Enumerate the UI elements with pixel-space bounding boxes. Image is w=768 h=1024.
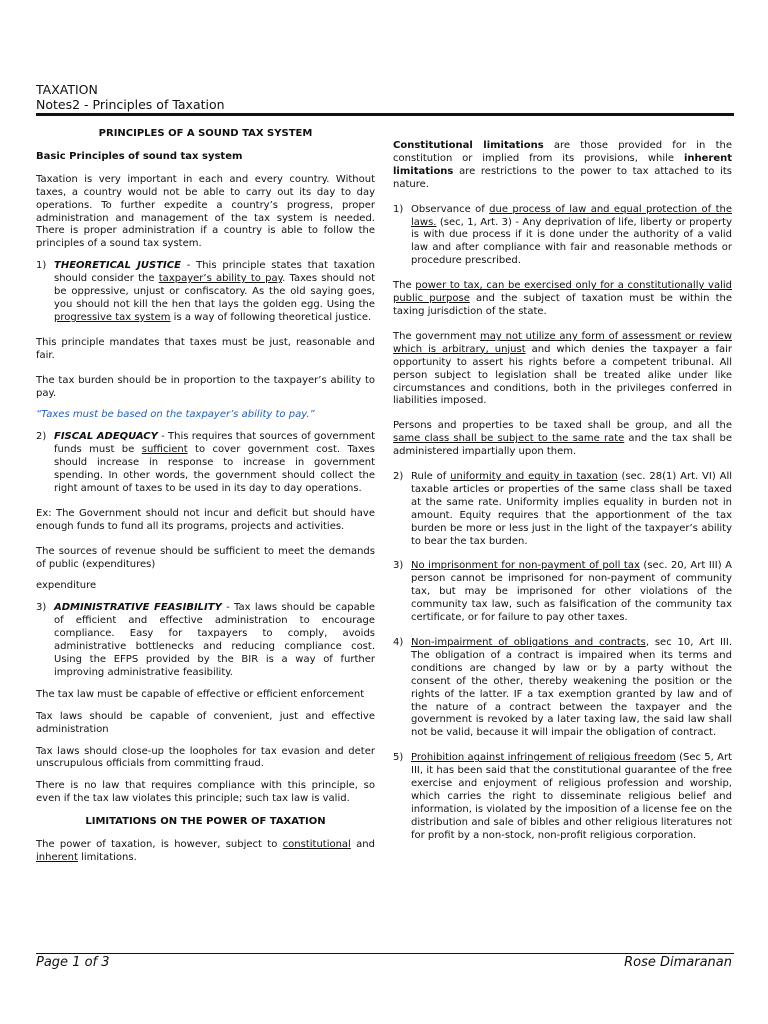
principle-administrative-feasibility: 3) ADMINISTRATIVE FEASIBILITY - Tax laws should be capable of efficient and effective administration to encourage compliance. Easy for taxpayers to comply, avoids administrative bottlenecks and reducing compliance cost. Using the EFPS provided by the BIR is a way of further improving administrative feasibility. bbox=[36, 602, 375, 678]
limitation-religious-freedom: 5) Prohibition against infringement of religious freedom (Sec 5, Art III, it has been said that the constitutional guarantee of the free exercise and enjoyment of religious profession and worship, which carries the right to disseminate religious belief and information, is violated by the imposition of a license fee on the distribution and sale of bibles and other religious literatures not for profit by a non-stock, non-profit religious corporation. bbox=[393, 752, 732, 841]
principle-paragraph: The tax burden should be in proportion to the taxpayer’s ability to pay. bbox=[36, 374, 375, 399]
intro-paragraph: Taxation is very important in each and every country. Without taxes, a country would not be able to carry out its day to day operations. To further expedite a country’s progress, proper administration and management of the tax system is needed. There is proper administration if a country is able to follow the principles of a sound tax system. bbox=[36, 173, 375, 250]
principle-theoretical-justice: 1) THEORETICAL JUSTICE - This principle states that taxation should consider the taxpayer’s ability to pay. Taxes should not be oppressive, unjust or confiscatory. As the old saying goes, you should not kill the hen that lays the golden egg. Using the progressive tax system is a way of following theoretical justice. bbox=[36, 260, 375, 323]
paragraph: Persons and properties to be taxed shall be group, and all the same class shall be subject to the same rate and the tax shall be administered impartially upon them. bbox=[393, 420, 732, 458]
stray-text: expenditure bbox=[36, 580, 97, 592]
principle-paragraph: This principle mandates that taxes must be just, reasonable and fair. bbox=[36, 336, 375, 361]
section-title: PRINCIPLES OF A SOUND TAX SYSTEM bbox=[98, 128, 313, 139]
footer-divider bbox=[36, 953, 734, 954]
basic-principles-title: Basic Principles of sound tax system bbox=[36, 150, 243, 162]
limitation-poll-tax: 3) No imprisonment for non-payment of poll tax (sec. 20, Art III) A person cannot be imprisoned for non-payment of community tax, but may be imprisoned for other violations of the community tax law, such as falsification of the community tax certificate, or for failure to pay other taxes. bbox=[393, 560, 732, 624]
author-name: Rose Dimaranan bbox=[624, 955, 732, 970]
header-divider bbox=[36, 113, 734, 116]
paragraph: The tax law must be capable of effective or efficient enforcement bbox=[36, 688, 365, 700]
quote: “Taxes must be based on the taxpayer’s ability to pay.” bbox=[36, 409, 315, 421]
right-column bbox=[393, 140, 732, 843]
left-column bbox=[36, 128, 375, 865]
page-number: Page 1 of 3 bbox=[36, 955, 110, 970]
notes-title: Notes2 - Principles of Taxation bbox=[36, 97, 225, 112]
paragraph: Tax laws should close-up the loopholes for tax evasion and deter unscrupulous officials from committing fraud. bbox=[36, 745, 375, 770]
principle-paragraph: The sources of revenue should be sufficient to meet the demands of public (expenditures) bbox=[36, 545, 375, 570]
limitation-due-process: 1) Observance of due process of law and equal protection of the laws. (sec, 1, Art. 3) - Any deprivation of life, liberty or property is with due process if it is done under the authority of a valid law and after compliance with fair and reasonable methods or procedure prescribed. bbox=[393, 203, 732, 267]
paragraph: The government may not utilize any form of assessment or review which is arbitrary, unjust and which denies the taxpayer a fair opportunity to assert his rights before a competent tribunal. All person subject to legislation shall be treated alike under like circumstances and conditions, both in the privileges conferred in liabilities imposed. bbox=[393, 330, 733, 407]
limitations-intro: The power of taxation, is however, subject to constitutional and inherent limitations. bbox=[36, 839, 375, 863]
paragraph: Tax laws should be capable of convenient, just and effective administration bbox=[36, 710, 375, 735]
paragraph: There is no law that requires compliance with this principle, so even if the tax law violates this principle; such tax law is valid. bbox=[36, 780, 375, 805]
example-paragraph: Ex: The Government should not incur and deficit but should have enough funds to fund all its programs, projects and activities. bbox=[36, 507, 375, 532]
limitations-title: LIMITATIONS ON THE POWER OF TAXATION bbox=[85, 816, 326, 828]
subject-title: TAXATION bbox=[36, 82, 98, 97]
limitation-non-impairment: 4) Non-impairment of obligations and contracts, sec 10, Art III. The obligation of a contract is impaired when its terms and conditions are changed by law or by a party without the consent of the other, thereby weakening the position or the rights of the latter. IF a tax exemption granted by law and of the nature of a contract between the taxpayer and the government is revoked by a later taxing law, the said law shall not be valid, because it will impair the obligation of contract. bbox=[393, 637, 732, 739]
document-header bbox=[36, 82, 734, 112]
limitation-uniformity: 2) Rule of uniformity and equity in taxation (sec. 28(1) Art. VI) All taxable articles or properties of the same class shall be taxed at the same rate. Uniformity implies equality in burden not in amount. Equity requires that the apportionment of the tax burden be more or less just in the light of the taxpayer’s ability to bear the tax burden. bbox=[393, 471, 732, 547]
limitations-definition: Constitutional limitations are those provided for in the constitution or implied from its provisions, while inherent limitations are restrictions to the power to tax attached to its nature. bbox=[393, 140, 732, 190]
principle-fiscal-adequacy: 2) FISCAL ADEQUACY - This requires that sources of government funds must be sufficient to cover government cost. Taxes should increase in response to increase in government spending. In other words, the government should collect the right amount of taxes to be used in its day to day operations. bbox=[36, 431, 376, 494]
paragraph: The power to tax, can be exercised only for a constitutionally valid public purpose and the subject of taxation must be within the taxing jurisdiction of the state. bbox=[393, 280, 733, 317]
